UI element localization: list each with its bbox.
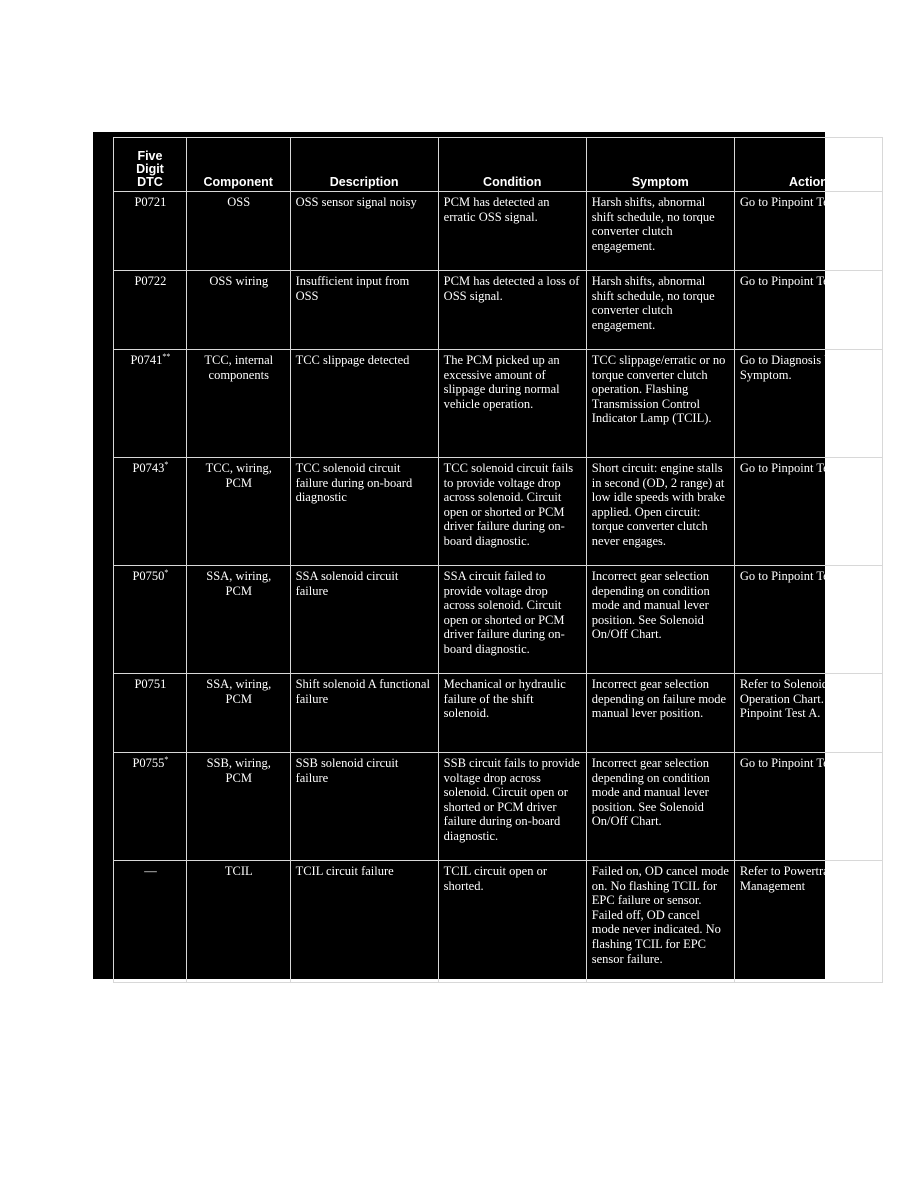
- header-dtc-line3: DTC: [137, 175, 163, 189]
- description-cell: TCC solenoid circuit failure during on-board diagnostic: [290, 458, 438, 566]
- dtc-cell: [114, 753, 187, 861]
- symptom-cell: Incorrect gear selection depending on failure mode manual lever position.: [586, 674, 734, 753]
- header-condition: Condition: [438, 138, 586, 192]
- table-row: [114, 861, 883, 983]
- table-row: [114, 674, 883, 753]
- condition-cell: The PCM picked up an excessive amount of slippage during normal vehicle operation.: [438, 350, 586, 458]
- dtc-cell: [114, 350, 187, 458]
- table-row: [114, 458, 883, 566]
- header-action: Action: [734, 138, 882, 192]
- symptom-cell: Failed on, OD cancel mode on. No flashing TCIL for EPC failure or sensor. Failed off, OD cancel mode never indicated. No flashing TCIL for EPC sensor failure.: [586, 861, 734, 983]
- dtc-cell: [114, 192, 187, 271]
- condition-cell: SSA circuit failed to provide voltage drop across solenoid. Circuit open or shorted or PCM driver failure during on-board diagnostic.: [438, 566, 586, 674]
- action-cell: Go to Pinpoint Test A.: [734, 458, 882, 566]
- dtc-cell: [114, 566, 187, 674]
- table-header-row: [114, 138, 883, 192]
- condition-cell: TCC solenoid circuit fails to provide voltage drop across solenoid. Circuit open or shorted or PCM driver failure during on-board diagnostic.: [438, 458, 586, 566]
- description-cell: TCIL circuit failure: [290, 861, 438, 983]
- symptom-cell: Incorrect gear selection depending on condition mode and manual lever position. See Solenoid On/Off Chart.: [586, 753, 734, 861]
- dtc-code: P0755: [132, 756, 165, 770]
- component-cell: SSA, wiring, PCM: [186, 674, 290, 753]
- condition-cell: PCM has detected a loss of OSS signal.: [438, 271, 586, 350]
- condition-cell: Mechanical or hydraulic failure of the shift solenoid.: [438, 674, 586, 753]
- dtc-cell: [114, 861, 187, 983]
- symptom-cell: TCC slippage/erratic or no torque converter clutch operation. Flashing Transmission Control Indicator Lamp (TCIL).: [586, 350, 734, 458]
- component-cell: OSS: [186, 192, 290, 271]
- table-row: [114, 350, 883, 458]
- condition-cell: SSB circuit fails to provide voltage drop across solenoid. Circuit open or shorted or PCM driver failure during on-board diagnostic.: [438, 753, 586, 861]
- dtc-cell: [114, 271, 187, 350]
- dtc-code: —: [144, 864, 157, 878]
- action-cell: Refer to Powertrain Management: [734, 861, 882, 983]
- symptom-cell: Harsh shifts, abnormal shift schedule, no torque converter clutch engagement.: [586, 271, 734, 350]
- dtc-code: P0750: [132, 569, 165, 583]
- component-cell: OSS wiring: [186, 271, 290, 350]
- action-cell: Go to Pinpoint Test E.: [734, 271, 882, 350]
- header-dtc-line1: Five: [137, 149, 163, 163]
- action-cell: Go to Diagnosis by Symptom.: [734, 350, 882, 458]
- dtc-code: P0722: [134, 274, 167, 288]
- component-cell: TCC, internal components: [186, 350, 290, 458]
- description-cell: TCC slippage detected: [290, 350, 438, 458]
- dtc-code: P0721: [134, 195, 167, 209]
- table-row: [114, 271, 883, 350]
- action-cell: Go to Pinpoint Test E.: [734, 192, 882, 271]
- dtc-cell: [114, 458, 187, 566]
- condition-cell: PCM has detected an erratic OSS signal.: [438, 192, 586, 271]
- table-row: [114, 566, 883, 674]
- dtc-table-panel: [93, 132, 856, 979]
- table-row: [114, 753, 883, 861]
- symptom-cell: Incorrect gear selection depending on condition mode and manual lever position. See Solenoid On/Off Chart.: [586, 566, 734, 674]
- symptom-cell: Harsh shifts, abnormal shift schedule, no torque converter clutch engagement.: [586, 192, 734, 271]
- dtc-cell: [114, 674, 187, 753]
- description-cell: SSB solenoid circuit failure: [290, 753, 438, 861]
- dtc-code: P0741: [130, 353, 163, 367]
- header-component: Component: [186, 138, 290, 192]
- dtc-code: P0743: [132, 461, 165, 475]
- table-row: [114, 192, 883, 271]
- dtc-mark: *: [164, 567, 169, 577]
- component-cell: SSB, wiring, PCM: [186, 753, 290, 861]
- dtc-mark: *: [164, 754, 169, 764]
- description-cell: OSS sensor signal noisy: [290, 192, 438, 271]
- component-cell: SSA, wiring, PCM: [186, 566, 290, 674]
- description-cell: Shift solenoid A functional failure: [290, 674, 438, 753]
- dtc-mark: *: [164, 459, 169, 469]
- header-symptom: Symptom: [586, 138, 734, 192]
- action-cell: Go to Pinpoint Test A.: [734, 566, 882, 674]
- dtc-code: P0751: [134, 677, 167, 691]
- description-cell: Insufficient input from OSS: [290, 271, 438, 350]
- dtc-mark: **: [162, 351, 171, 361]
- header-description: Description: [290, 138, 438, 192]
- component-cell: TCIL: [186, 861, 290, 983]
- action-cell: Refer to Solenoid Operation Chart. Go to Pinpoint Test A.: [734, 674, 882, 753]
- action-cell: Go to Pinpoint Test A.: [734, 753, 882, 861]
- component-cell: TCC, wiring, PCM: [186, 458, 290, 566]
- condition-cell: TCIL circuit open or shorted.: [438, 861, 586, 983]
- description-cell: SSA solenoid circuit failure: [290, 566, 438, 674]
- header-dtc: [114, 138, 187, 192]
- header-dtc-line2: Digit: [136, 162, 164, 176]
- dtc-table: [113, 137, 883, 983]
- symptom-cell: Short circuit: engine stalls in second (OD, 2 range) at low idle speeds with brake applied. Open circuit: torque converter clutch never engages.: [586, 458, 734, 566]
